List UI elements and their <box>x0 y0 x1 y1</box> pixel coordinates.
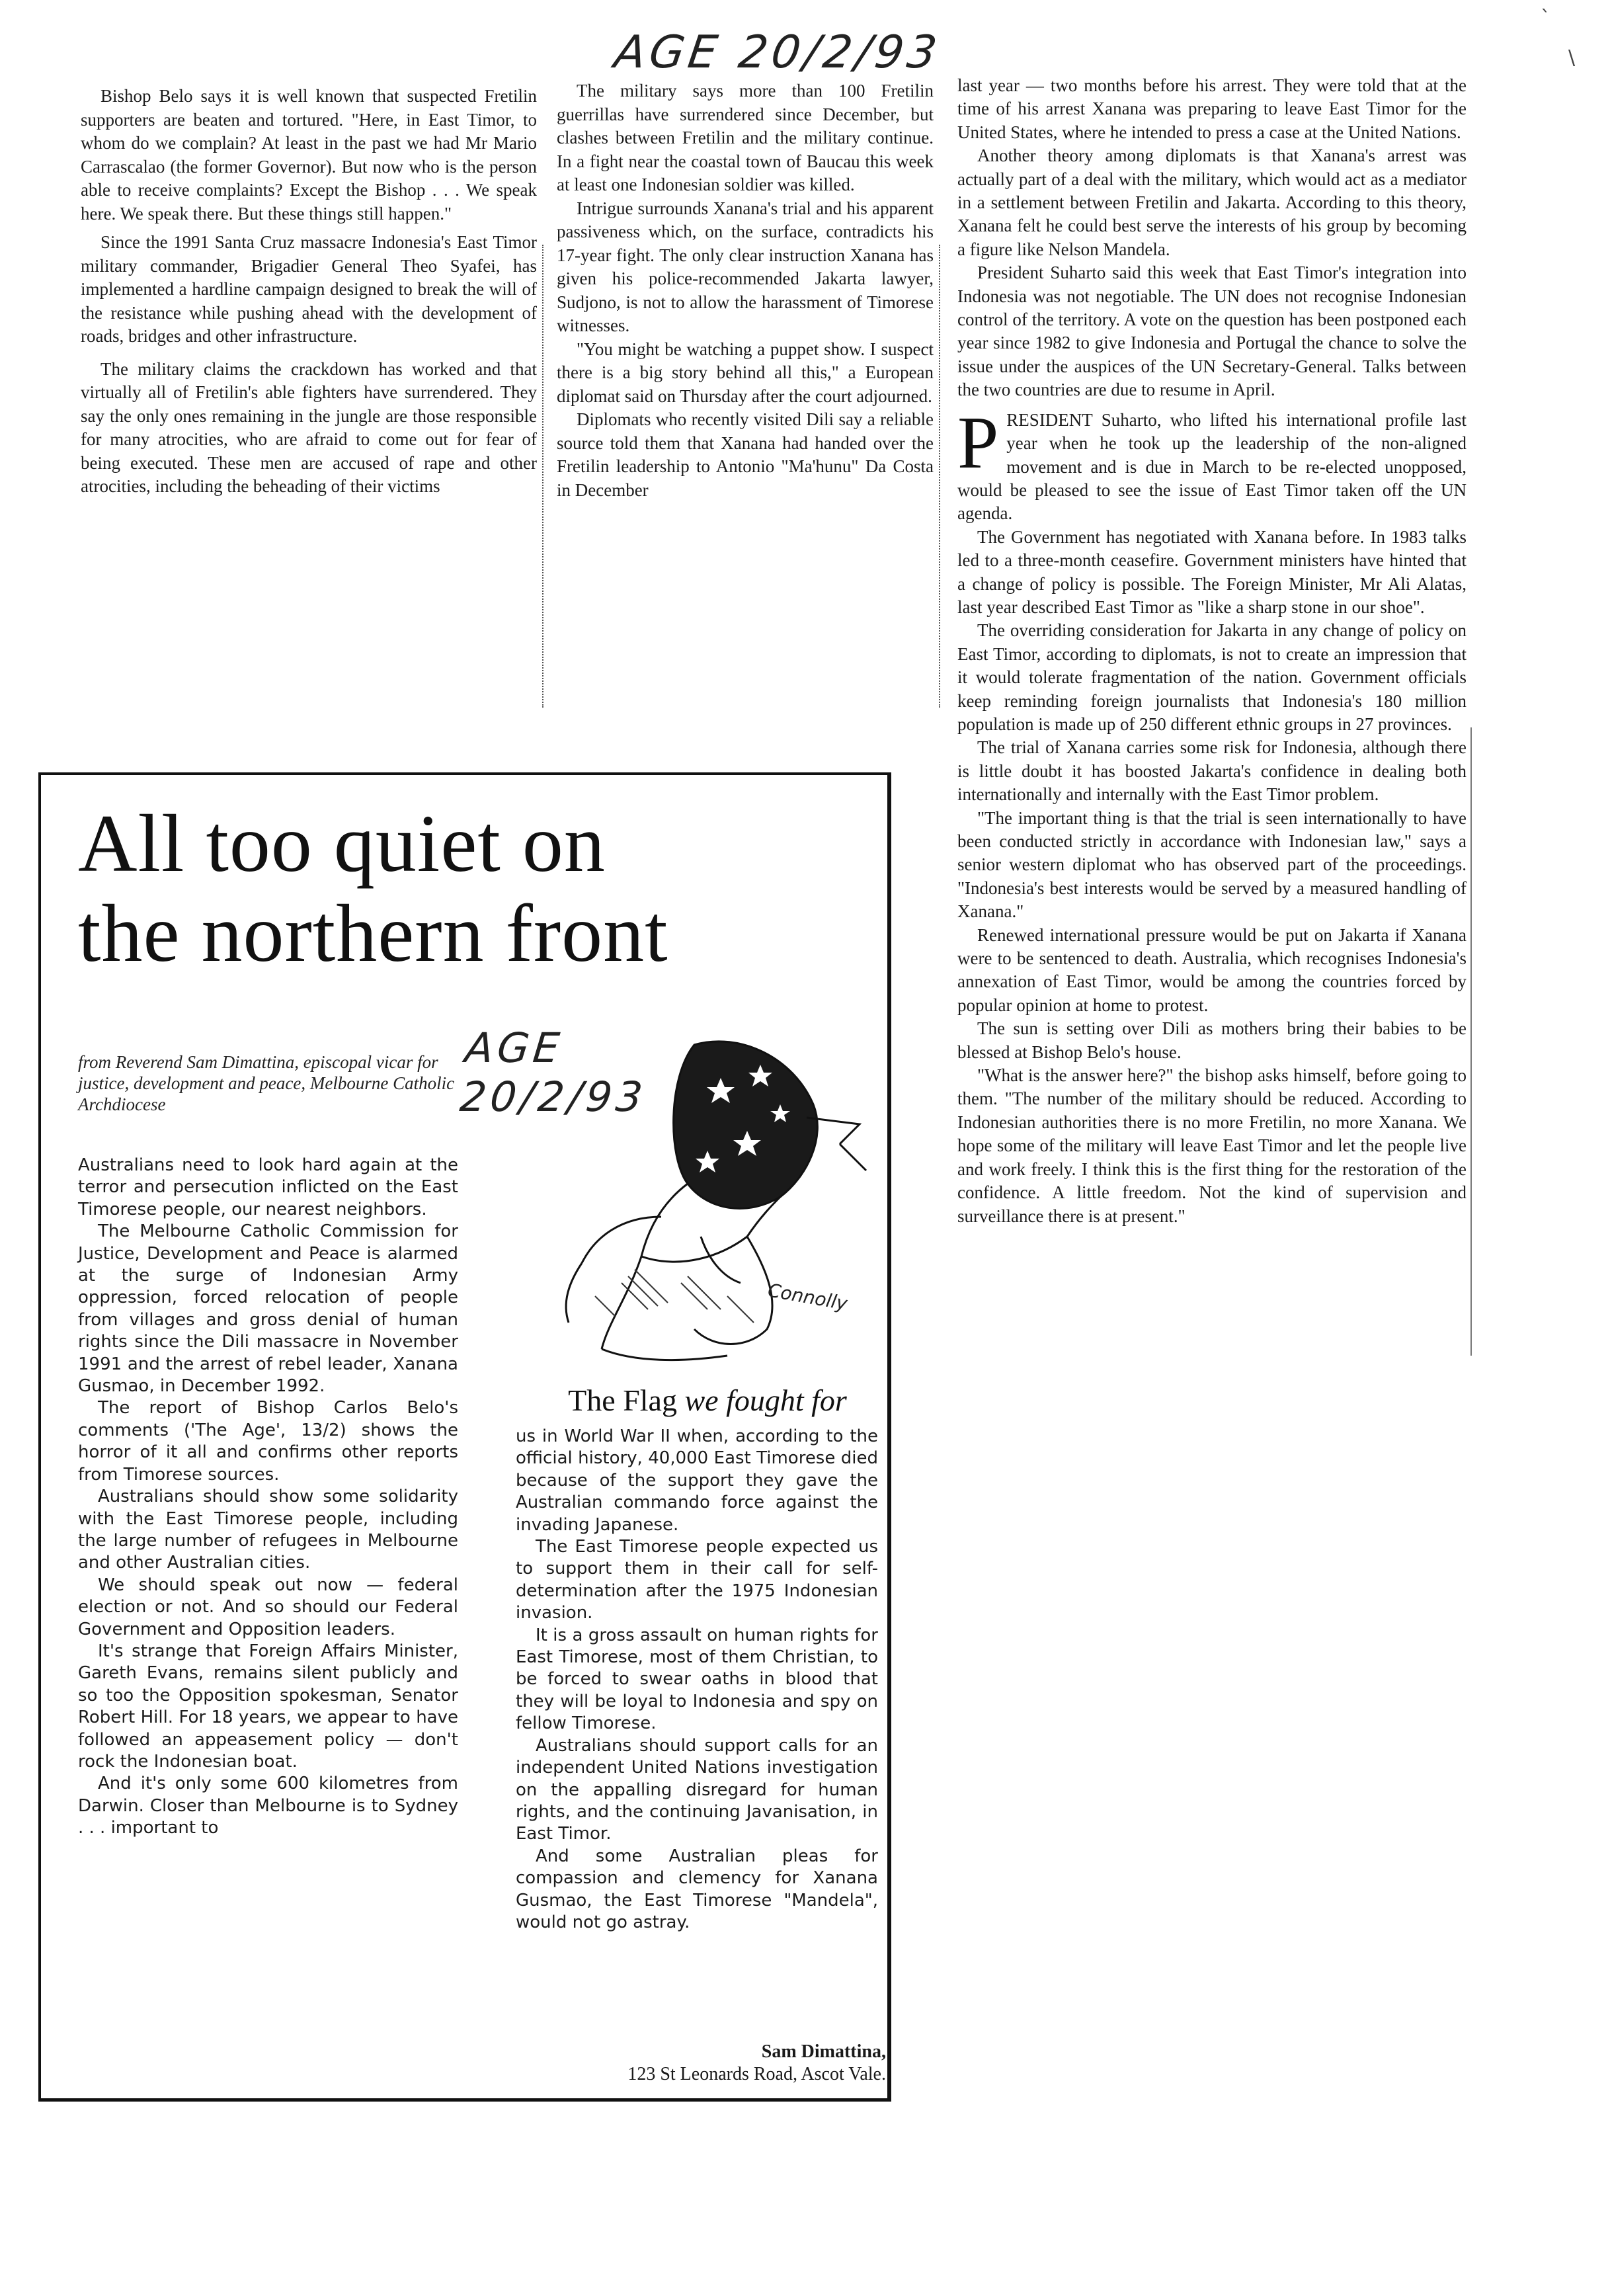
caption-part-a: The Flag <box>568 1383 677 1417</box>
paragraph: The trial of Xanana carries some risk for Indonesia, although there is little doubt it has boosted Jakarta's confidence in dealing both internationally and internally with the East Timor problem. <box>957 737 1467 805</box>
paragraph: We should speak out now — federal election or not. And so should our Federal Government and Opposition leaders. <box>78 1575 458 1639</box>
paragraph: President Suharto said this week that East Timor's integration into Indonesia was not negotiable. The UN does not recognise Indonesian control of the territory. A vote on the question has been postponed each year since 1982 to give Indonesia and Portugal the chance to solve the issue under the auspices of the UN Secretary-General. Talks between the two countries are due to resume in April. <box>957 263 1467 400</box>
paragraph: "The important thing is that the trial is seen internationally to have been conducted strictly in accordance with Indonesian law," says a senior western diplomat who has observed part of the proceedings. "Indonesia's best interests would be served by a measured handling of Xanana." <box>957 807 1467 922</box>
cartoon-illustration <box>529 1018 873 1389</box>
paragraph: It's strange that Foreign Affairs Minister, Gareth Evans, remains silent publicly and so too the Opposition spokesman, Senator Robert Hill. For 18 years, we appear to have followed an appeasement policy — don't rock the Indonesian boat. <box>78 1641 458 1772</box>
letter-column-left <box>78 1155 458 1840</box>
scan-speck: \ <box>1568 46 1576 69</box>
paragraph: Bishop Belo says it is well known that suspected Fretilin supporters are beaten and tortured. "Here, in East Timor, to whom do we complain? At least in the past we had Mr Mario Carrascalao (the former Governor). But now who is the person able to receive complaints? Except the Bishop . . . We speak here. We speak there. But these things still happen." <box>81 86 537 224</box>
signature-address: 123 St Leonards Road, Ascot Vale. <box>627 2064 886 2084</box>
signature-name: Sam Dimattina, <box>761 2041 886 2062</box>
stamp-line-1: AGE <box>463 1024 566 1072</box>
paragraph-text: RESIDENT Suharto, who lifted his international profile last year when he took up the leadership of the non-aligned movement and is due in March to be re-elected unopposed, would be pleased to see the issue of East Timor taken off the UN agenda. <box>957 409 1467 524</box>
paragraph: "What is the answer here?" the bishop asks himself, before going to them. "The number of the military should be reduced. According to Indonesian authorities there is no more Fretilin, no more Xanana. We hope some of the military will leave East Timor and let the people live and work freely. I think this is the first thing for the restoration of the confidence. A little freedom. Not the kind of supervision and surveillance there is at present." <box>957 1065 1467 1226</box>
cartoonist-signature: Connolly <box>766 1279 850 1315</box>
column-rule <box>939 245 940 708</box>
paragraph: The report of Bishop Carlos Belo's comments ('The Age', 13/2) shows the horror of it all and confirms other reports from Timorese sources. <box>78 1398 458 1485</box>
paragraph: The sun is setting over Dili as mothers bring their babies to be blessed at Bishop Belo's house. <box>957 1018 1467 1062</box>
paragraph: us in World War II when, according to the official history, 40,000 East Timorese died because of the support they gave the Australian commando force against the invading Japanese. <box>516 1426 878 1535</box>
paragraph: And some Australian pleas for compassion and clemency for Xanana Gusmao, the East Timorese "Mandela", would not go astray. <box>516 1846 878 1932</box>
paragraph: last year — two months before his arrest. They were told that at the time of his arrest Xanana was preparing to leave East Timor for the United States, where he intended to press a case at the United Nations. <box>957 75 1467 142</box>
paragraph: The military claims the crackdown has worked and that virtually all of Fretilin's able fighters have surrendered. They say the only ones remaining in the jungle are those responsible for many atrocities, who are afraid to come out for fear of being executed. These men are accused of rape and other atrocities, including the beheading of their victims <box>81 358 537 496</box>
scan-speck: ` <box>1541 7 1550 30</box>
paragraph: The East Timorese people expected us to support them in their call for self-determination after the 1975 Indonesian invasion. <box>516 1537 878 1623</box>
handwritten-date-stamp: AGE 20/2/93 <box>611 26 944 79</box>
paragraph: And it's only some 600 kilometres from Darwin. Closer than Melbourne is to Sydney . . . important to <box>78 1774 458 1838</box>
column-rule <box>1470 727 1472 1356</box>
paragraph: Australians should support calls for an independent United Nations investigation on the appalling disregard for human rights, and the continuing Javanisation, in East Timor. <box>516 1735 878 1844</box>
paragraph: The overriding consideration for Jakarta in any change of policy on East Timor, according to diplomats, is not to create an impression that it would tolerate fragmentation of the nation. Government officials keep reminding foreign journalists that Indonesia's 180 million population is made up of 250 different ethnic groups in 27 provinces. <box>957 620 1467 734</box>
letter-column-right <box>516 1426 878 1934</box>
dropcap-paragraph <box>957 401 1467 526</box>
drop-cap: P <box>957 401 999 484</box>
paragraph: Since the 1991 Santa Cruz massacre Indonesia's East Timor military commander, Brigadier General Theo Syafei, has implemented a hardline campaign designed to break the will of the resistance while pushing ahead with the development of roads, bridges and other infrastructure. <box>81 232 537 346</box>
paragraph: Another theory among diplomats is that Xanana's arrest was actually part of a deal with the military, which would act as a mediator in a settlement between Fretilin and Jakarta. According to this theory, Xanana felt he could best serve the interests of his group by becoming a figure like Nelson Mandela. <box>957 145 1467 259</box>
stamp-line-2: 20/2/93 <box>458 1073 649 1121</box>
paragraph: The Melbourne Catholic Commission for Justice, Development and Peace is alarmed at the surge of Indonesian Army oppression, forced relocation of people from villages and gross denial of human rights since the Dili massacre in November 1991 and the arrest of rebel leader, Xanana Gusmao, in December 1992. <box>78 1221 458 1397</box>
headline-line-2: the northern front <box>78 888 668 979</box>
article-column-1 <box>81 85 537 499</box>
letter-signature <box>516 2041 886 2086</box>
headline-line-1: All too quiet on <box>78 798 606 889</box>
article-column-2 <box>557 79 934 502</box>
paragraph: Renewed international pressure would be put on Jakarta if Xanana were to be sentenced to death. Australia, which recognises Indonesia's annexation of East Timor, would be among the countries forced by popular opinion at home to protest. <box>957 924 1467 1015</box>
paragraph: It is a gross assault on human rights for East Timorese, most of them Christian, to be forced to swear oaths in blood that they will be loyal to Indonesia and spy on fellow Timorese. <box>516 1625 878 1734</box>
letter-byline: from Reverend Sam Dimattina, episcopal vicar for justice, development and peace, Melbourne Catholic Archdiocese <box>78 1052 455 1114</box>
caption-part-b: we fought for <box>684 1383 847 1417</box>
paragraph: Intrigue surrounds Xanana's trial and his apparent passiveness which, on the surface, contradicts his 17-year fight. The only clear instruction Xanana has given his police-recommended Jakarta lawyer, Sudjono, is not to allow the harassment of Timorese witnesses. <box>557 198 934 335</box>
letter-headline <box>78 799 871 979</box>
paragraph: The Government has negotiated with Xanana before. In 1983 talks led to a three-month ceasefire. Government ministers have hinted that a change of policy is possible. The Foreign Minister, Mr Ali Alatas, last year described East Timor as "like a sharp stone in our shoe". <box>957 526 1467 617</box>
paragraph: The military says more than 100 Fretilin guerrillas have surrendered since December, but clashes between Fretilin and the military continue. In a fight near the coastal town of Baucau this week at least one Indonesian soldier was killed. <box>557 81 934 194</box>
paragraph: Australians need to look hard again at the terror and persecution inflicted on the East Timorese people, our nearest neighbors. <box>78 1155 458 1219</box>
cartoon-caption <box>536 1383 879 1418</box>
paragraph: Australians should show some solidarity with the East Timorese people, including the large number of refugees in Melbourne and other Australian cities. <box>78 1487 458 1573</box>
article-column-3 <box>957 74 1467 1228</box>
column-rule <box>542 245 543 708</box>
paragraph: Diplomats who recently visited Dili say a reliable source told them that Xanana had handed over the Fretilin leadership to Antonio "Ma'hunu" Da Costa in December <box>557 409 934 500</box>
paragraph: "You might be watching a puppet show. I suspect there is a big story behind all this," a European diplomat said on Thursday after the court adjourned. <box>557 339 934 406</box>
